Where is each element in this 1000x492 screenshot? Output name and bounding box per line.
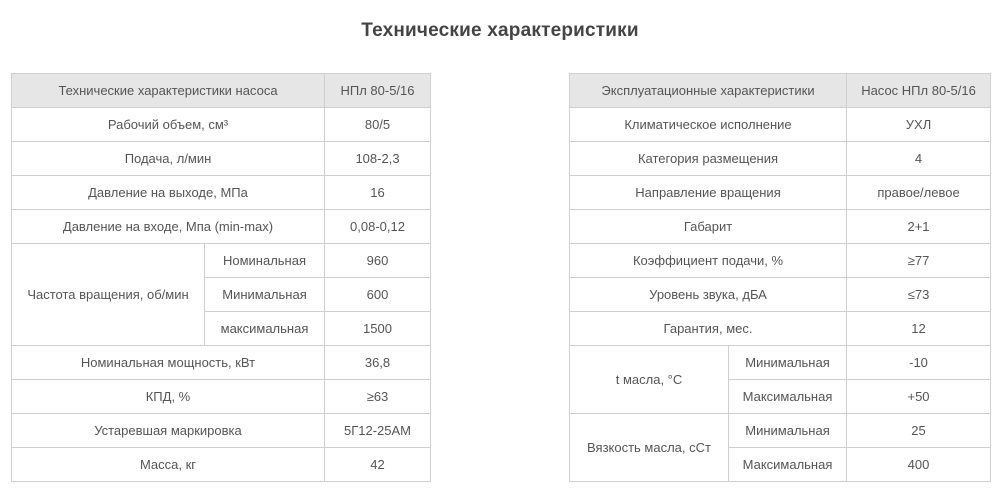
row-label: Габарит <box>570 210 847 244</box>
row-value: правое/левое <box>847 176 991 210</box>
row-label: t масла, °С <box>570 346 729 414</box>
table-row <box>12 244 431 278</box>
row-label: Вязкость масла, сСт <box>570 414 729 482</box>
sub-label: Минимальная <box>729 346 847 380</box>
row-label: Направление вращения <box>570 176 847 210</box>
row-value: 1500 <box>325 312 431 346</box>
sub-label: Максимальная <box>729 380 847 414</box>
row-label: Частота вращения, об/мин <box>12 244 205 346</box>
row-value: УХЛ <box>847 108 991 142</box>
row-value: +50 <box>847 380 991 414</box>
table-row <box>12 448 431 482</box>
row-value: 25 <box>847 414 991 448</box>
table-row <box>570 142 991 176</box>
row-label: Уровень звука, дБА <box>570 278 847 312</box>
row-label: Масса, кг <box>12 448 325 482</box>
row-value: -10 <box>847 346 991 380</box>
row-value: 960 <box>325 244 431 278</box>
row-label: Номинальная мощность, кВт <box>12 346 325 380</box>
table-row <box>570 414 991 448</box>
row-value: 4 <box>847 142 991 176</box>
table-row <box>12 346 431 380</box>
row-label: КПД, % <box>12 380 325 414</box>
row-value: 12 <box>847 312 991 346</box>
row-label: Категория размещения <box>570 142 847 176</box>
row-value: ≥77 <box>847 244 991 278</box>
table-header-row <box>570 74 991 108</box>
row-value: 42 <box>325 448 431 482</box>
sub-label: Минимальная <box>729 414 847 448</box>
sub-label: максимальная <box>205 312 325 346</box>
table-row <box>570 346 991 380</box>
row-value: 0,08-0,12 <box>325 210 431 244</box>
table-row <box>570 176 991 210</box>
row-value: ≤73 <box>847 278 991 312</box>
table-row <box>570 244 991 278</box>
row-value: 108-2,3 <box>325 142 431 176</box>
header-cell: НПл 80-5/16 <box>325 74 431 108</box>
sub-label: Минимальная <box>205 278 325 312</box>
page-title: Технические характеристики <box>361 20 639 41</box>
row-label: Подача, л/мин <box>12 142 325 176</box>
table-row <box>12 414 431 448</box>
table-row <box>12 142 431 176</box>
table-row <box>12 176 431 210</box>
sub-label: Максимальная <box>729 448 847 482</box>
table-header-row <box>12 74 431 108</box>
row-label: Гарантия, мес. <box>570 312 847 346</box>
row-value: 36,8 <box>325 346 431 380</box>
row-label: Устаревшая маркировка <box>12 414 325 448</box>
row-value: 5Г12-25АМ <box>325 414 431 448</box>
row-value: 80/5 <box>325 108 431 142</box>
row-value: ≥63 <box>325 380 431 414</box>
table-row <box>12 108 431 142</box>
sub-label: Номинальная <box>205 244 325 278</box>
row-value: 16 <box>325 176 431 210</box>
row-label: Давление на выходе, МПа <box>12 176 325 210</box>
row-value: 400 <box>847 448 991 482</box>
operating-specs-table <box>569 73 991 482</box>
table-row <box>570 210 991 244</box>
pump-specs-table <box>11 73 431 482</box>
table-row <box>570 278 991 312</box>
row-value: 2+1 <box>847 210 991 244</box>
header-cell: Технические характеристики насоса <box>12 74 325 108</box>
row-label: Климатическое исполнение <box>570 108 847 142</box>
table-row <box>570 108 991 142</box>
row-label: Рабочий объем, см³ <box>12 108 325 142</box>
header-cell: Насос НПл 80-5/16 <box>847 74 991 108</box>
row-label: Давление на входе, Мпа (min-max) <box>12 210 325 244</box>
row-label: Коэффициент подачи, % <box>570 244 847 278</box>
table-row <box>12 210 431 244</box>
header-cell: Эксплуатационные характеристики <box>570 74 847 108</box>
table-row <box>12 380 431 414</box>
row-value: 600 <box>325 278 431 312</box>
table-row <box>570 312 991 346</box>
